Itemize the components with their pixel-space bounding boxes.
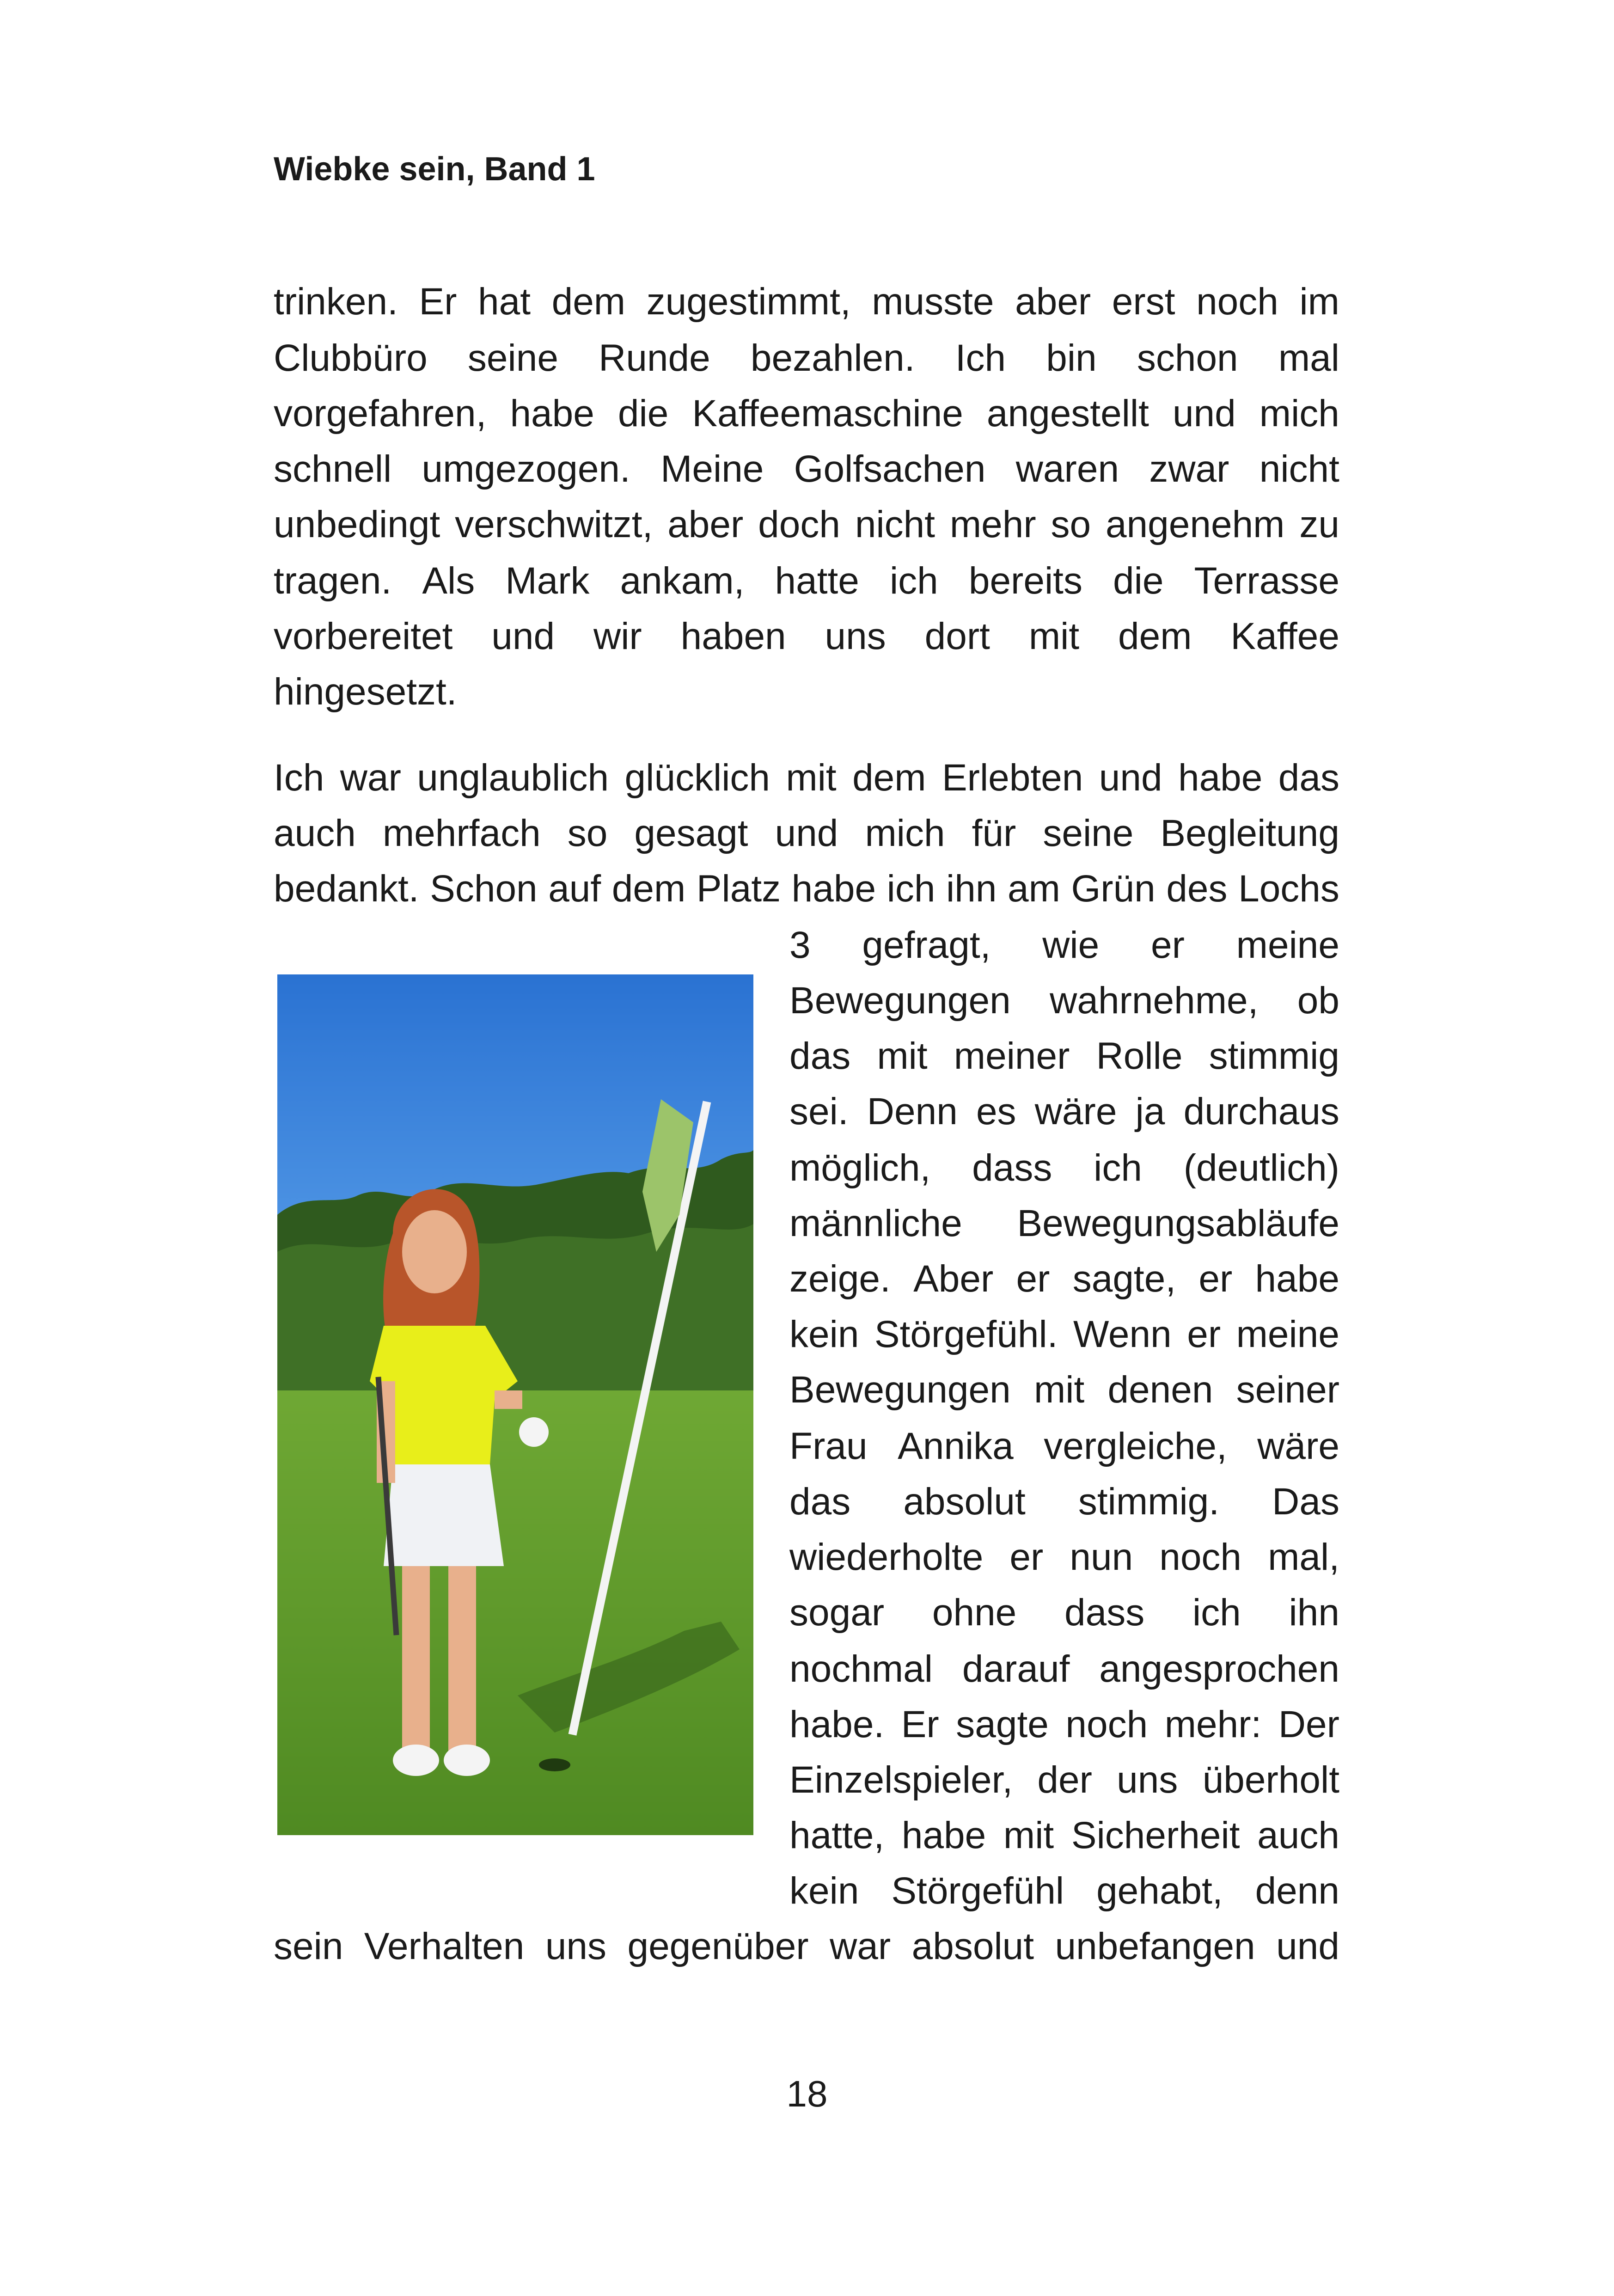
word: stimmig (1209, 1035, 1339, 1077)
word: sogar (789, 1592, 885, 1634)
word: habe (510, 392, 594, 435)
word: hatte (775, 560, 859, 602)
word: glücklich (624, 757, 770, 799)
word: er (1187, 1313, 1221, 1355)
word: dem (611, 868, 686, 910)
word: Bewegungen (789, 1369, 1011, 1411)
word: sei. (789, 1090, 849, 1133)
word: Störgefühl. (874, 1313, 1058, 1355)
word: Lochs (1238, 868, 1339, 910)
word: Meine (660, 448, 764, 490)
word: umgezogen. (422, 448, 630, 490)
word: sein (274, 1925, 343, 1967)
word: Denn (867, 1090, 958, 1133)
text-line (274, 1918, 1339, 1975)
word: gesagt (634, 812, 748, 854)
word: die (1113, 560, 1164, 602)
word: überholt (1202, 1759, 1339, 1801)
word: für (972, 812, 1016, 854)
word: mehr (949, 503, 1036, 545)
word: und (1172, 392, 1236, 435)
word: unglaublich (417, 757, 609, 799)
text-line (789, 1752, 1339, 1808)
word: möglich, (789, 1147, 931, 1189)
word: meiner (954, 1035, 1070, 1077)
word: ich (889, 560, 938, 602)
word: Sicherheit (1071, 1814, 1240, 1856)
text-line (789, 1641, 1339, 1697)
word: hingesetzt. (274, 671, 457, 713)
word: doch (758, 503, 840, 545)
word: nochmal (789, 1648, 933, 1690)
word: absolut (911, 1925, 1034, 1967)
word: tragen. (274, 560, 392, 602)
word: bereits (968, 560, 1082, 602)
word: Bewegungsabläufe (1017, 1202, 1339, 1244)
word: habe (1255, 1258, 1339, 1300)
text-line (789, 1863, 1339, 1919)
word: wie (1042, 924, 1100, 966)
word: trinken. (274, 281, 398, 323)
word: seiner (1236, 1369, 1339, 1411)
text-line (789, 1474, 1339, 1530)
text-line (274, 386, 1339, 442)
word: (deutlich) (1183, 1147, 1339, 1189)
word: angenehm (1105, 503, 1285, 545)
word: ankam, (620, 560, 745, 602)
text-line (789, 973, 1339, 1029)
word: zugestimmt, (646, 281, 851, 323)
word: zeige. (789, 1258, 891, 1300)
word: Der (1278, 1703, 1339, 1745)
word: habe (901, 1814, 986, 1856)
face (402, 1210, 467, 1293)
word: uns (545, 1925, 607, 1967)
hole (539, 1758, 570, 1771)
word: vorbereitet (274, 615, 453, 657)
word: des (1166, 868, 1228, 910)
word: uns (825, 615, 886, 657)
word: bin (1046, 337, 1097, 379)
word: Begleitung (1160, 812, 1339, 854)
word: stimmig. (1078, 1481, 1220, 1523)
word: auf (548, 868, 601, 910)
text-line (274, 553, 1339, 609)
word: verschwitzt, (455, 503, 653, 545)
text-line (274, 496, 1339, 553)
word: am (1008, 868, 1060, 910)
word: der (1037, 1759, 1092, 1801)
word: Mark (505, 560, 590, 602)
word: unbefangen (1055, 1925, 1255, 1967)
skirt (384, 1464, 504, 1566)
word: mit (1003, 1814, 1054, 1856)
word: noch (1196, 281, 1278, 323)
text-line (789, 1084, 1339, 1140)
word: Einzelspieler, (789, 1759, 1013, 1801)
word: so (1051, 503, 1091, 545)
word: nun (1070, 1536, 1133, 1578)
word: angesprochen (1099, 1648, 1339, 1690)
text-line (274, 330, 1339, 386)
word: Platz (696, 868, 781, 910)
right-leg (448, 1566, 476, 1751)
text-line (789, 1306, 1339, 1363)
word: auch (274, 812, 356, 854)
word: Terrasse (1194, 560, 1339, 602)
word: mich (1259, 392, 1339, 435)
word: Golfsachen (794, 448, 986, 490)
text-line (274, 750, 1339, 806)
word: denen (1107, 1369, 1213, 1411)
left-shoe (393, 1745, 439, 1776)
word: sagte, (1072, 1258, 1176, 1300)
word: absolut (903, 1481, 1026, 1523)
word: Bewegungen (789, 980, 1011, 1022)
text-line (789, 1195, 1339, 1252)
word: Störgefühl (891, 1870, 1064, 1912)
word: Runde (599, 337, 710, 379)
word: ich (1094, 1147, 1142, 1189)
word: mich (865, 812, 945, 854)
word: 3 (789, 924, 811, 966)
word: das (789, 1481, 851, 1523)
running-header: Wiebke sein, Band 1 (274, 151, 595, 188)
word: bezahlen. (750, 337, 915, 379)
word: Ich (274, 757, 324, 799)
golf-photo (277, 974, 753, 1835)
word: Annika (898, 1425, 1014, 1467)
word: so (567, 812, 608, 854)
word: ihn (946, 868, 997, 910)
glove (519, 1417, 549, 1447)
word: unbedingt (274, 503, 440, 545)
word: erst (1112, 281, 1175, 323)
word: kein (789, 1870, 859, 1912)
word: mit (786, 757, 837, 799)
word: hatte, (789, 1814, 885, 1856)
word: habe (1178, 757, 1263, 799)
word: angestellt (986, 392, 1149, 435)
word: Clubbüro (274, 337, 428, 379)
right-arm (495, 1390, 522, 1409)
word: durchaus (1183, 1090, 1339, 1133)
word: wahrnehme, (1050, 980, 1259, 1022)
text-line (274, 274, 1339, 330)
word: dem (551, 281, 626, 323)
text-line (789, 1585, 1339, 1641)
word: war (830, 1925, 891, 1967)
text-line (789, 1362, 1339, 1418)
word: mit (1028, 615, 1080, 657)
word: er (1150, 924, 1185, 966)
word: darauf (962, 1648, 1070, 1690)
word: er (1198, 1258, 1233, 1300)
green (277, 1390, 753, 1835)
word: Wenn (1073, 1313, 1172, 1355)
text-line (789, 1251, 1339, 1307)
text-line (789, 1529, 1339, 1586)
word: ohne (932, 1592, 1017, 1634)
word: die (617, 392, 669, 435)
word: gehabt, (1096, 1870, 1223, 1912)
word: ja (1135, 1090, 1165, 1133)
word: habe (791, 868, 876, 910)
word: Rolle (1096, 1035, 1183, 1077)
word: Er (901, 1703, 939, 1745)
word: seine (1043, 812, 1134, 854)
word: aber (667, 503, 744, 545)
word: im (1299, 281, 1339, 323)
word: wir (593, 615, 642, 657)
word: meine (1236, 924, 1339, 966)
word: Frau (789, 1425, 868, 1467)
word: seine (467, 337, 558, 379)
word: Er (419, 281, 457, 323)
word: das (1278, 757, 1339, 799)
word: Das (1272, 1481, 1339, 1523)
word: gegenüber (627, 1925, 809, 1967)
word: noch (1065, 1703, 1148, 1745)
word: Verhalten (364, 1925, 525, 1967)
word: vergleiche, (1044, 1425, 1227, 1467)
word: zu (1299, 503, 1339, 545)
word: uns (1117, 1759, 1178, 1801)
word: ob (1297, 980, 1339, 1022)
text-line (274, 805, 1339, 862)
word: Grün (1071, 868, 1155, 910)
word: ich (1192, 1592, 1241, 1634)
word: mehr: (1164, 1703, 1262, 1745)
word: mehrfach (382, 812, 541, 854)
word: und (1099, 757, 1162, 799)
word: gefragt, (862, 924, 991, 966)
word: dass (1064, 1592, 1145, 1634)
text-line (789, 1807, 1339, 1864)
word: war (340, 757, 401, 799)
word: wäre (1257, 1425, 1339, 1467)
word: aber (1015, 281, 1091, 323)
word: Schon (430, 868, 538, 910)
word: dort (924, 615, 990, 657)
word: dem (852, 757, 926, 799)
word: kein (789, 1313, 859, 1355)
word: dass (972, 1147, 1052, 1189)
word: sagte (956, 1703, 1049, 1745)
word: Ich (955, 337, 1006, 379)
word: nicht (855, 503, 935, 545)
word: es (976, 1090, 1016, 1133)
word: zwar (1149, 448, 1229, 490)
word: musste (872, 281, 994, 323)
word: haben (680, 615, 786, 657)
text-line (274, 441, 1339, 497)
text-line (274, 861, 1339, 917)
word: mit (877, 1035, 928, 1077)
word: noch (1159, 1536, 1242, 1578)
text-line (274, 608, 1339, 665)
word: Erlebten (942, 757, 1083, 799)
word: Als (422, 560, 475, 602)
left-leg (402, 1566, 430, 1751)
word: schnell (274, 448, 392, 490)
word: Aber (913, 1258, 994, 1300)
word: auch (1257, 1814, 1339, 1856)
right-shoe (444, 1745, 490, 1776)
word: vorgefahren, (274, 392, 487, 435)
word: das (789, 1035, 851, 1077)
text-line (274, 664, 1339, 720)
word: er (1016, 1258, 1050, 1300)
word: schon (1137, 337, 1238, 379)
word: mal, (1268, 1536, 1339, 1578)
word: ihn (1289, 1592, 1339, 1634)
text-line (789, 917, 1339, 974)
word: waren (1015, 448, 1119, 490)
text-line (789, 1418, 1339, 1475)
word: bedankt. (274, 868, 419, 910)
word: mal (1278, 337, 1339, 379)
word: und (491, 615, 555, 657)
word: mit (1033, 1369, 1085, 1411)
word: wäre (1034, 1090, 1117, 1133)
word: und (1276, 1925, 1339, 1967)
word: hat (478, 281, 531, 323)
text-line (789, 1696, 1339, 1753)
page-number: 18 (786, 2073, 828, 2114)
word: Kaffeemaschine (692, 392, 963, 435)
word: und (775, 812, 838, 854)
word: habe. (789, 1703, 885, 1745)
word: denn (1255, 1870, 1339, 1912)
word: dem (1118, 615, 1192, 657)
text-line (789, 1028, 1339, 1084)
text-line (789, 1140, 1339, 1196)
word: er (1009, 1536, 1044, 1578)
word: wiederholte (789, 1536, 984, 1578)
word: männliche (789, 1202, 962, 1244)
word: Kaffee (1230, 615, 1339, 657)
word: meine (1236, 1313, 1339, 1355)
word: nicht (1259, 448, 1339, 490)
word: ich (886, 868, 935, 910)
